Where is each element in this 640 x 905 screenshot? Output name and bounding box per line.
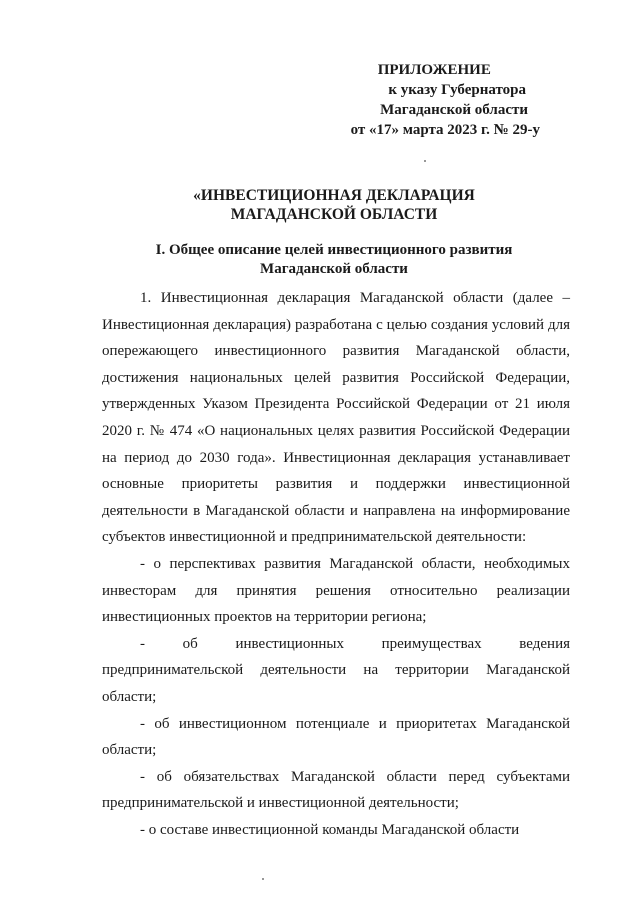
- appendix-header: [351, 60, 540, 140]
- list-item: - об обязательствах Магаданской области перед субъектами предпринимательской и инвестиционной деятельности;: [102, 768, 570, 812]
- section-heading-line-2: Магаданской области: [260, 261, 408, 277]
- appendix-decree-line: к указу Губернатора: [388, 82, 526, 98]
- appendix-region-line: Магаданской области: [380, 102, 528, 118]
- title-line-1: «ИНВЕСТИЦИОННАЯ ДЕКЛАРАЦИЯ: [193, 187, 475, 204]
- appendix-date-line: от «17» марта 2023 г. № 29-у: [350, 122, 540, 138]
- scan-speck: [424, 160, 426, 162]
- list-item: - о перспективах развития Магаданской области, необходимых инвесторам для принятия решения относительно реализации инвестиционных проектов на территории региона;: [102, 555, 570, 626]
- section-heading: [0, 241, 640, 279]
- list-item: - об инвестиционных преимуществах ведения предпринимательской деятельности на территории Магаданской области;: [102, 635, 570, 705]
- paragraph-1: 1. Инвестиционная декларация Магаданской области (далее – Инвестиционная декларация) разработана с целью создания условий для опережающего инвестиционного развития Магаданской области, достижения национальных целей развития Российской Федерации, утвержденных Указом Президента Российской Федерации от 21 июля 2020 г. № 474 «О национальных целях развития Российской Федерации на период до 2030 года». Инвестиционная декларация устанавливает основные приоритеты развития и поддержки инвестиционной деятельности в Магаданской области и направлена на информирование субъектов инвестиционной и предпринимательской деятельности:: [102, 290, 570, 546]
- appendix-label: ПРИЛОЖЕНИЕ: [377, 62, 491, 78]
- section-heading-line-1: I. Общее описание целей инвестиционного развития: [155, 242, 513, 258]
- scan-speck: [262, 878, 264, 880]
- title-line-2: МАГАДАНСКОЙ ОБЛАСТИ: [230, 206, 438, 223]
- list-item: - об инвестиционном потенциале и приоритетах Магаданской области;: [102, 715, 570, 759]
- document-body: [102, 285, 570, 843]
- list-item: - о составе инвестиционной команды Магаданской области: [140, 821, 520, 838]
- document-title: [0, 186, 640, 224]
